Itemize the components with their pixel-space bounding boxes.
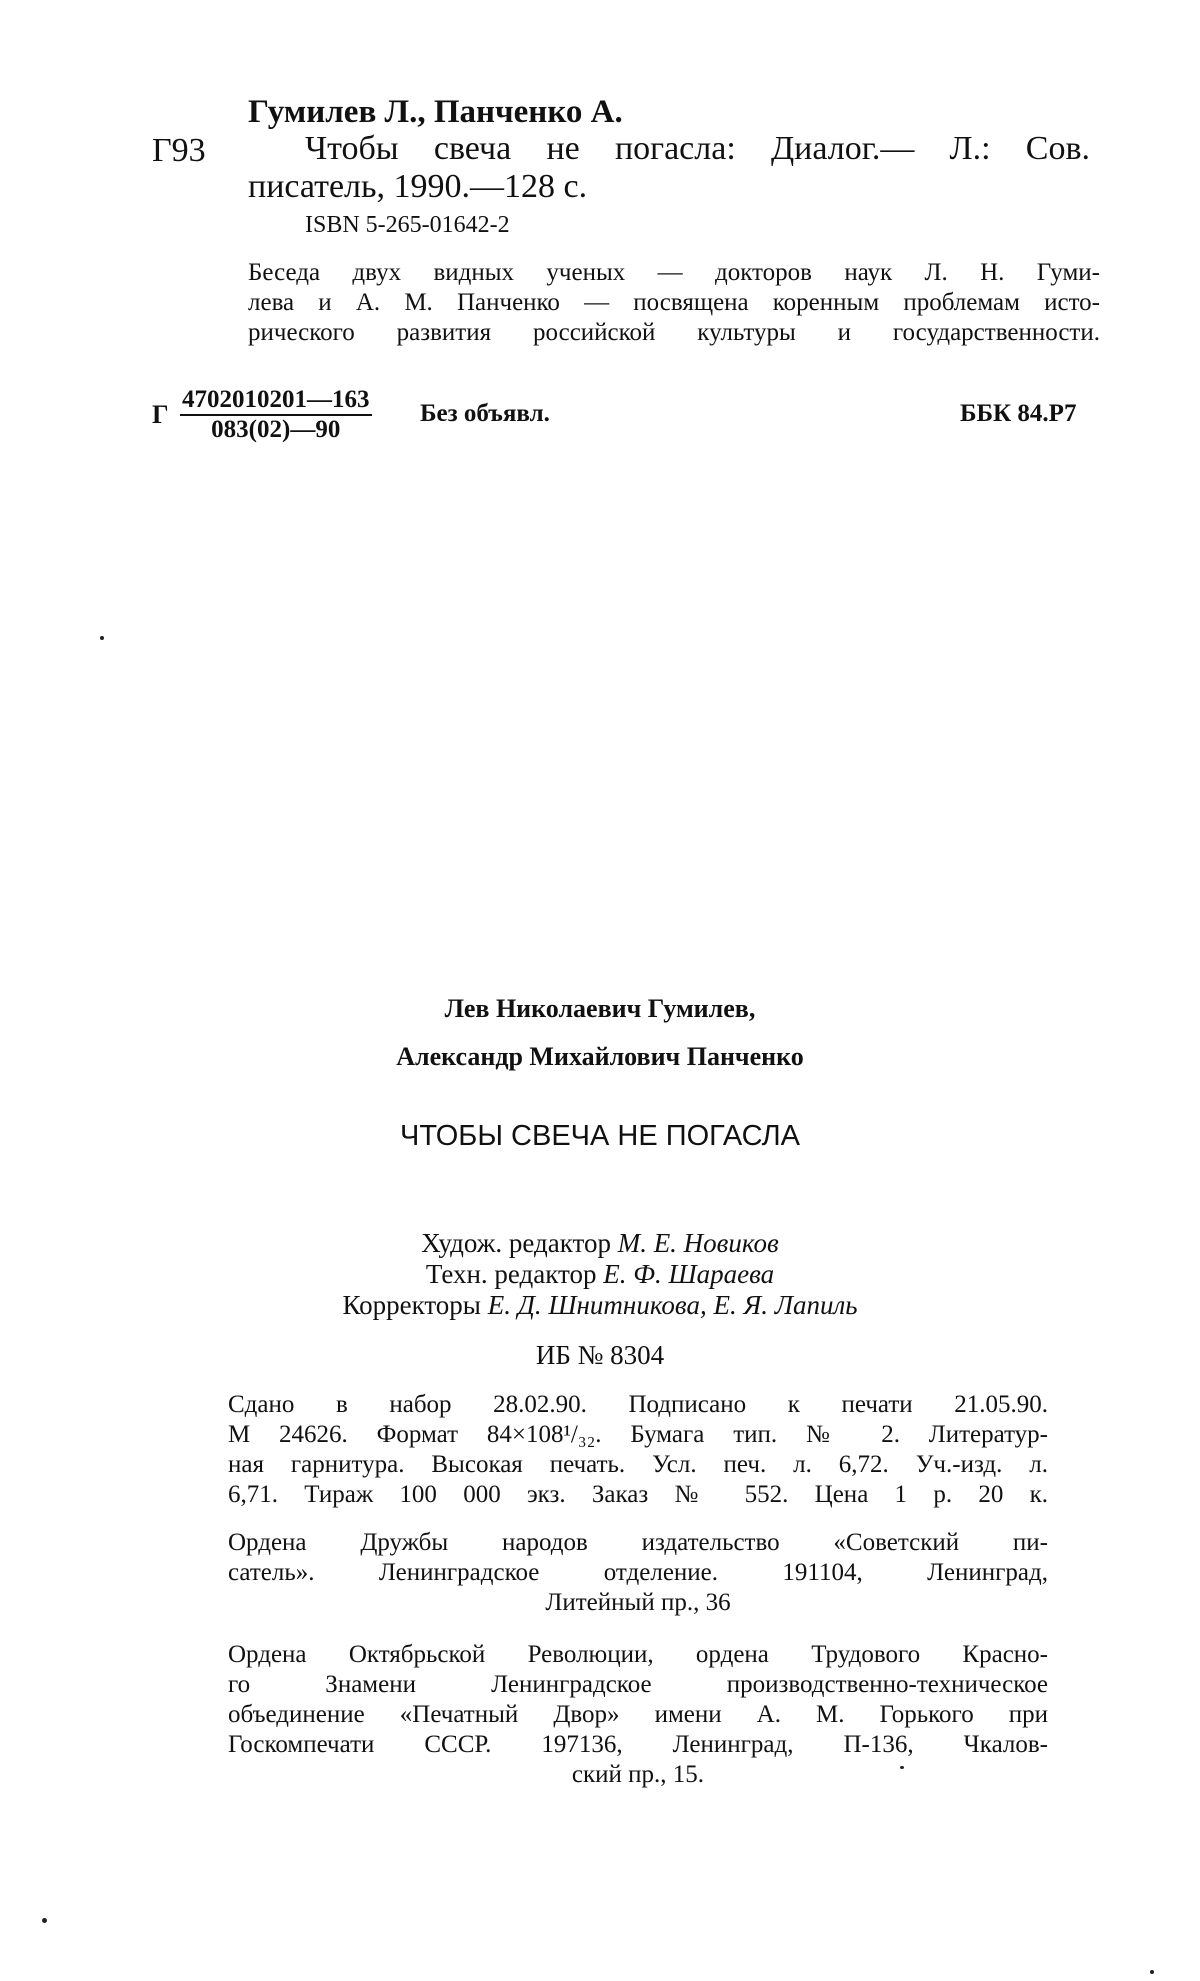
ib-number: ИБ № 8304 — [535, 1340, 665, 1370]
catalog-isbn: ISBN 5-265-01642-2 — [305, 212, 510, 238]
print-data-line: 6,71. Тираж 100 000 экз. Заказ № 552. Цена 1 р. 20 к. — [228, 1481, 1048, 1508]
colophon-author-2: Александр Михайлович Панченко — [396, 1042, 804, 1071]
scan-speck — [1150, 1970, 1154, 1974]
annotation-line: Беседа двух видных ученых — докторов наук Л. Н. Гуми- — [248, 259, 1100, 286]
catalog-code-letter: Г — [152, 400, 169, 429]
print-data-line: М 24626. Формат 84×108¹/₃₂. Бумага тип. № 2. Литератур- — [228, 1421, 1048, 1448]
code-numerator: 4702010201—163 — [180, 386, 372, 416]
title-word: свеча — [433, 130, 512, 167]
no-advert-label: Без объявл. — [420, 400, 550, 427]
catalog-classmark: Г93 — [152, 132, 206, 169]
title-word: Л.: — [949, 130, 991, 167]
title-word: Чтобы — [305, 130, 399, 167]
credit-line — [0, 1290, 1200, 1321]
title-word: Диалог.— — [770, 130, 915, 167]
catalog-annotation — [248, 258, 1100, 348]
credit-line — [0, 1228, 1200, 1259]
colophon-author-1: Лев Николаевич Гумилев, — [444, 994, 756, 1023]
bbk-code: ББК 84.Р7 — [960, 400, 1077, 427]
publisher-line: сатель». Ленинградское отделение. 191104, Ленинград, — [228, 1559, 1048, 1586]
title-word: Сов. — [1025, 130, 1090, 167]
credit-name: Е. Ф. Шараева — [603, 1259, 775, 1289]
code-denominator: 083(02)—90 — [211, 416, 341, 443]
scan-speck — [100, 636, 104, 640]
credit-name: Е. Д. Шнитникова, Е. Я. Лапиль — [487, 1290, 858, 1320]
print-data-line: ная гарнитура. Высокая печать. Усл. печ. л. 6,72. Уч.-изд. л. — [228, 1451, 1048, 1478]
catalog-code-fraction — [180, 386, 372, 444]
annotation-line: рического развития российской культуры и государственности. — [248, 319, 1100, 346]
credit-line — [0, 1259, 1200, 1290]
catalog-title-line-1 — [305, 130, 1090, 168]
credits-block — [0, 1228, 1200, 1321]
credit-name: М. Е. Новиков — [617, 1228, 779, 1258]
printer-line: ский пр., 15. — [571, 1761, 705, 1788]
catalog-title-line-2: писатель, 1990.—128 с. — [248, 168, 588, 205]
publisher-block — [228, 1528, 1048, 1618]
printer-line: Госкомпечати СССР. 197136, Ленинград, П-136, Чкалов- — [228, 1731, 1048, 1758]
publisher-line: Ордена Дружбы народов издательство «Советский пи- — [228, 1529, 1048, 1556]
catalog-authors: Гумилев Л., Панченко А. — [248, 94, 623, 130]
printer-block — [228, 1640, 1048, 1790]
scan-speck — [900, 1766, 904, 1769]
credit-role: Корректоры — [342, 1290, 488, 1320]
credit-role: Худож. редактор — [421, 1228, 618, 1258]
book-title: ЧТОБЫ СВЕЧА НЕ ПОГАСЛА — [400, 1120, 800, 1152]
credit-role: Техн. редактор — [425, 1259, 604, 1289]
title-word: не — [546, 130, 580, 167]
publisher-line: Литейный пр., 36 — [545, 1589, 731, 1616]
printer-line: объединение «Печатный Двор» имени А. М. Горького при — [228, 1701, 1048, 1728]
annotation-line: лева и А. М. Панченко — посвящена коренным проблемам исто- — [248, 289, 1100, 316]
printer-line: Ордена Октябрьской Революции, ордена Трудового Красно- — [228, 1641, 1048, 1668]
printer-line: го Знамени Ленинградское производственно-техническое — [228, 1671, 1048, 1698]
print-data-line: Сдано в набор 28.02.90. Подписано к печати 21.05.90. — [228, 1391, 1048, 1418]
scan-speck — [42, 1918, 47, 1923]
print-data-block — [228, 1390, 1048, 1510]
title-word: погасла: — [614, 130, 736, 167]
